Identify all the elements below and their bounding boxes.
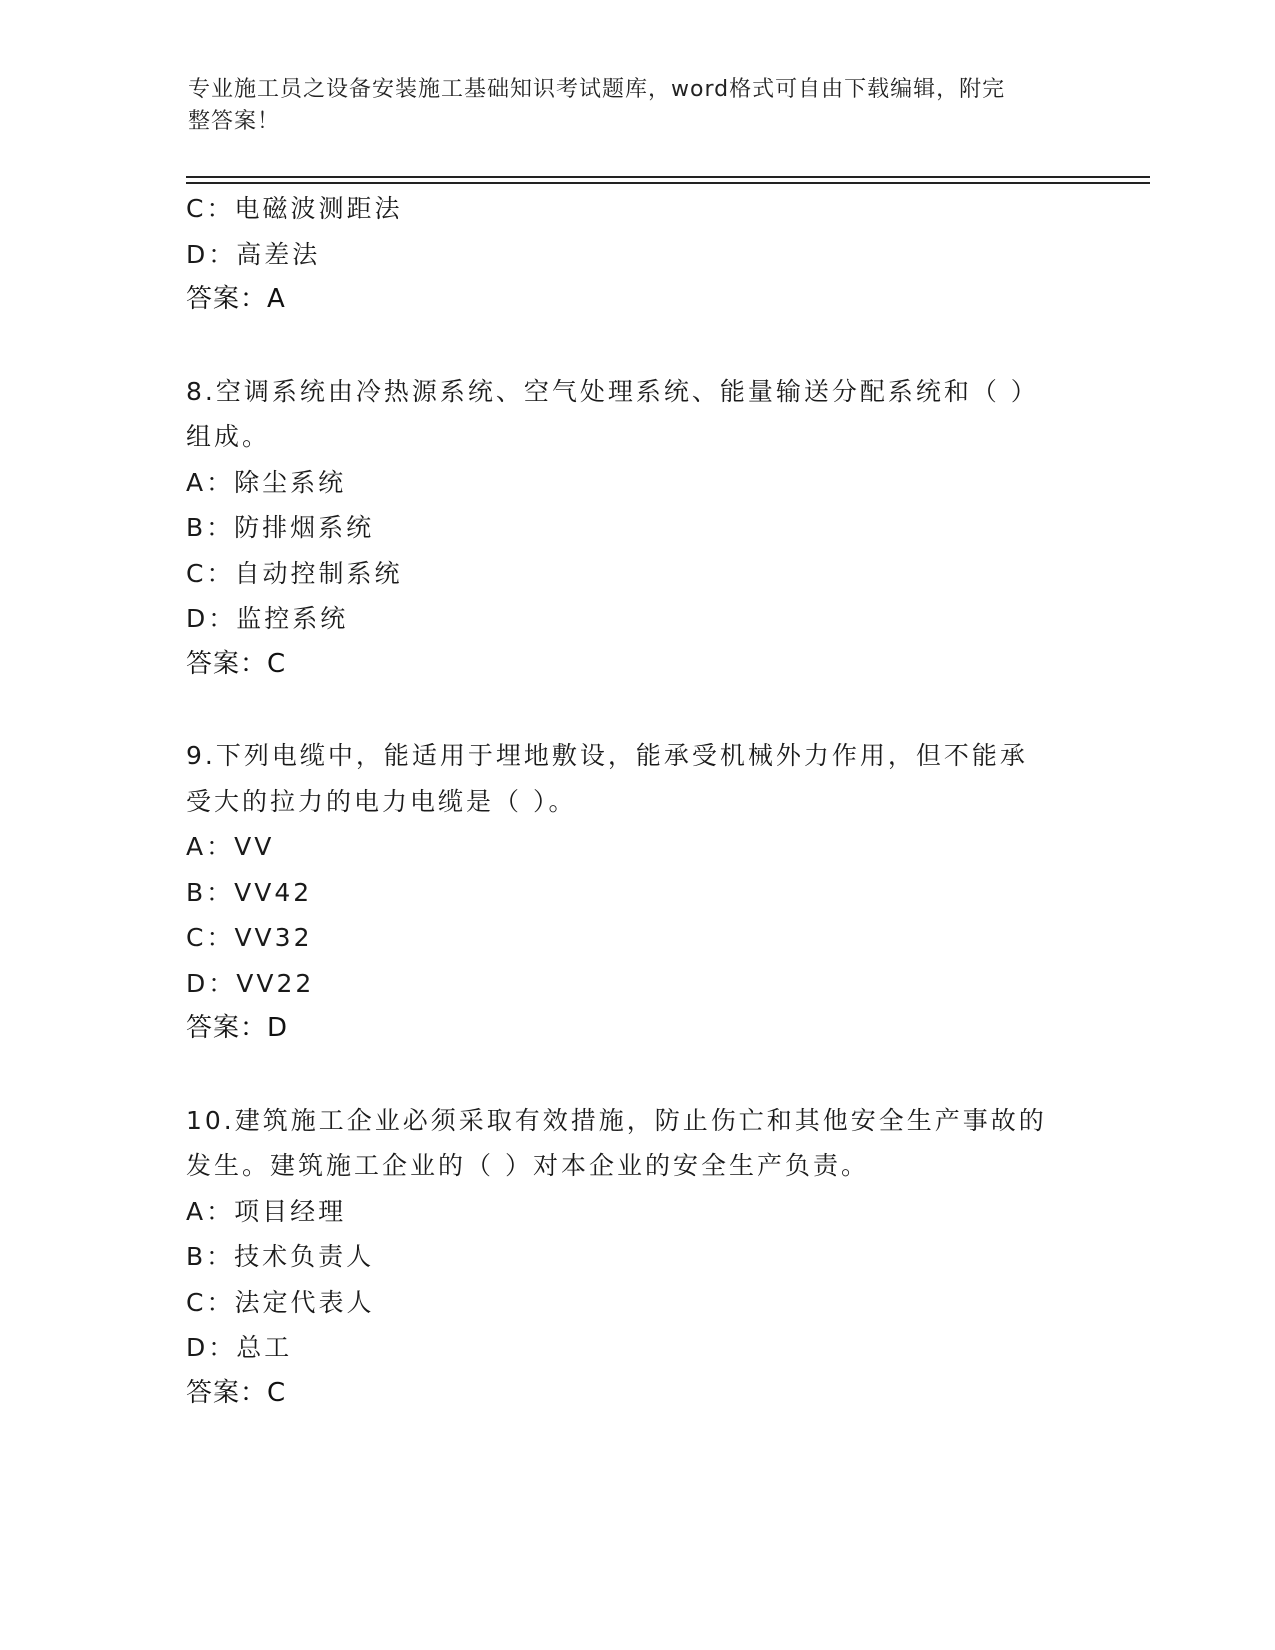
answer-line: 答案：C [186, 1377, 287, 1408]
spacer [186, 687, 1086, 733]
option-d: D：VV22 [186, 968, 315, 998]
answer-line: 答案：D [186, 1013, 289, 1043]
question-stem-line-2: 组成。 [186, 422, 271, 451]
option-c: C：VV32 [186, 923, 313, 952]
option-c: C：法定代表人 [186, 1287, 375, 1317]
question-stem-line-1: 9.下列电缆中，能适用于埋地敷设，能承受机械外力作用，但不能承 [186, 741, 1028, 770]
question-stem-line-1: 10.建筑施工企业必须采取有效措施，防止伤亡和其他安全生产事故的 [186, 1105, 1047, 1135]
option-a: A：VV [186, 832, 275, 861]
question-stem-line-2: 发生。建筑施工企业的（ ）对本企业的安全生产负责。 [186, 1151, 869, 1180]
option-c: C：自动控制系统 [186, 558, 403, 588]
question-7-tail [186, 186, 1086, 323]
option-d: D：监控系统 [186, 604, 349, 633]
header-line-1: 专业施工员之设备安装施工基础知识考试题库，word格式可自由下载编辑，附完 [188, 77, 1006, 102]
option-a: A：项目经理 [186, 1196, 347, 1226]
answer-line: 答案：C [186, 648, 287, 679]
question-10 [186, 1098, 1086, 1417]
option-b: B：技术负责人 [186, 1242, 375, 1271]
option-c: C：电磁波测距法 [186, 194, 403, 223]
option-b: B：VV42 [186, 877, 313, 907]
header-rule-top [186, 176, 1150, 178]
question-8 [186, 369, 1086, 688]
header-rule-bottom [186, 182, 1150, 184]
option-a: A：除尘系统 [186, 467, 347, 497]
question-stem-line-1: 8.空调系统由冷热源系统、空气处理系统、能量输送分配系统和（ ） [186, 376, 1039, 406]
question-list [186, 186, 1086, 1416]
spacer [186, 323, 1086, 369]
page-header [188, 74, 1068, 138]
spacer [186, 1052, 1086, 1098]
question-stem-line-2: 受大的拉力的电力电缆是（ ）。 [186, 786, 577, 816]
answer-line: 答案：A [186, 284, 286, 314]
header-line-2: 整答案！ [188, 109, 281, 134]
option-b: B：防排烟系统 [186, 513, 375, 542]
option-d: D：高差法 [186, 239, 321, 269]
option-d: D：总工 [186, 1333, 293, 1362]
question-9 [186, 733, 1086, 1052]
